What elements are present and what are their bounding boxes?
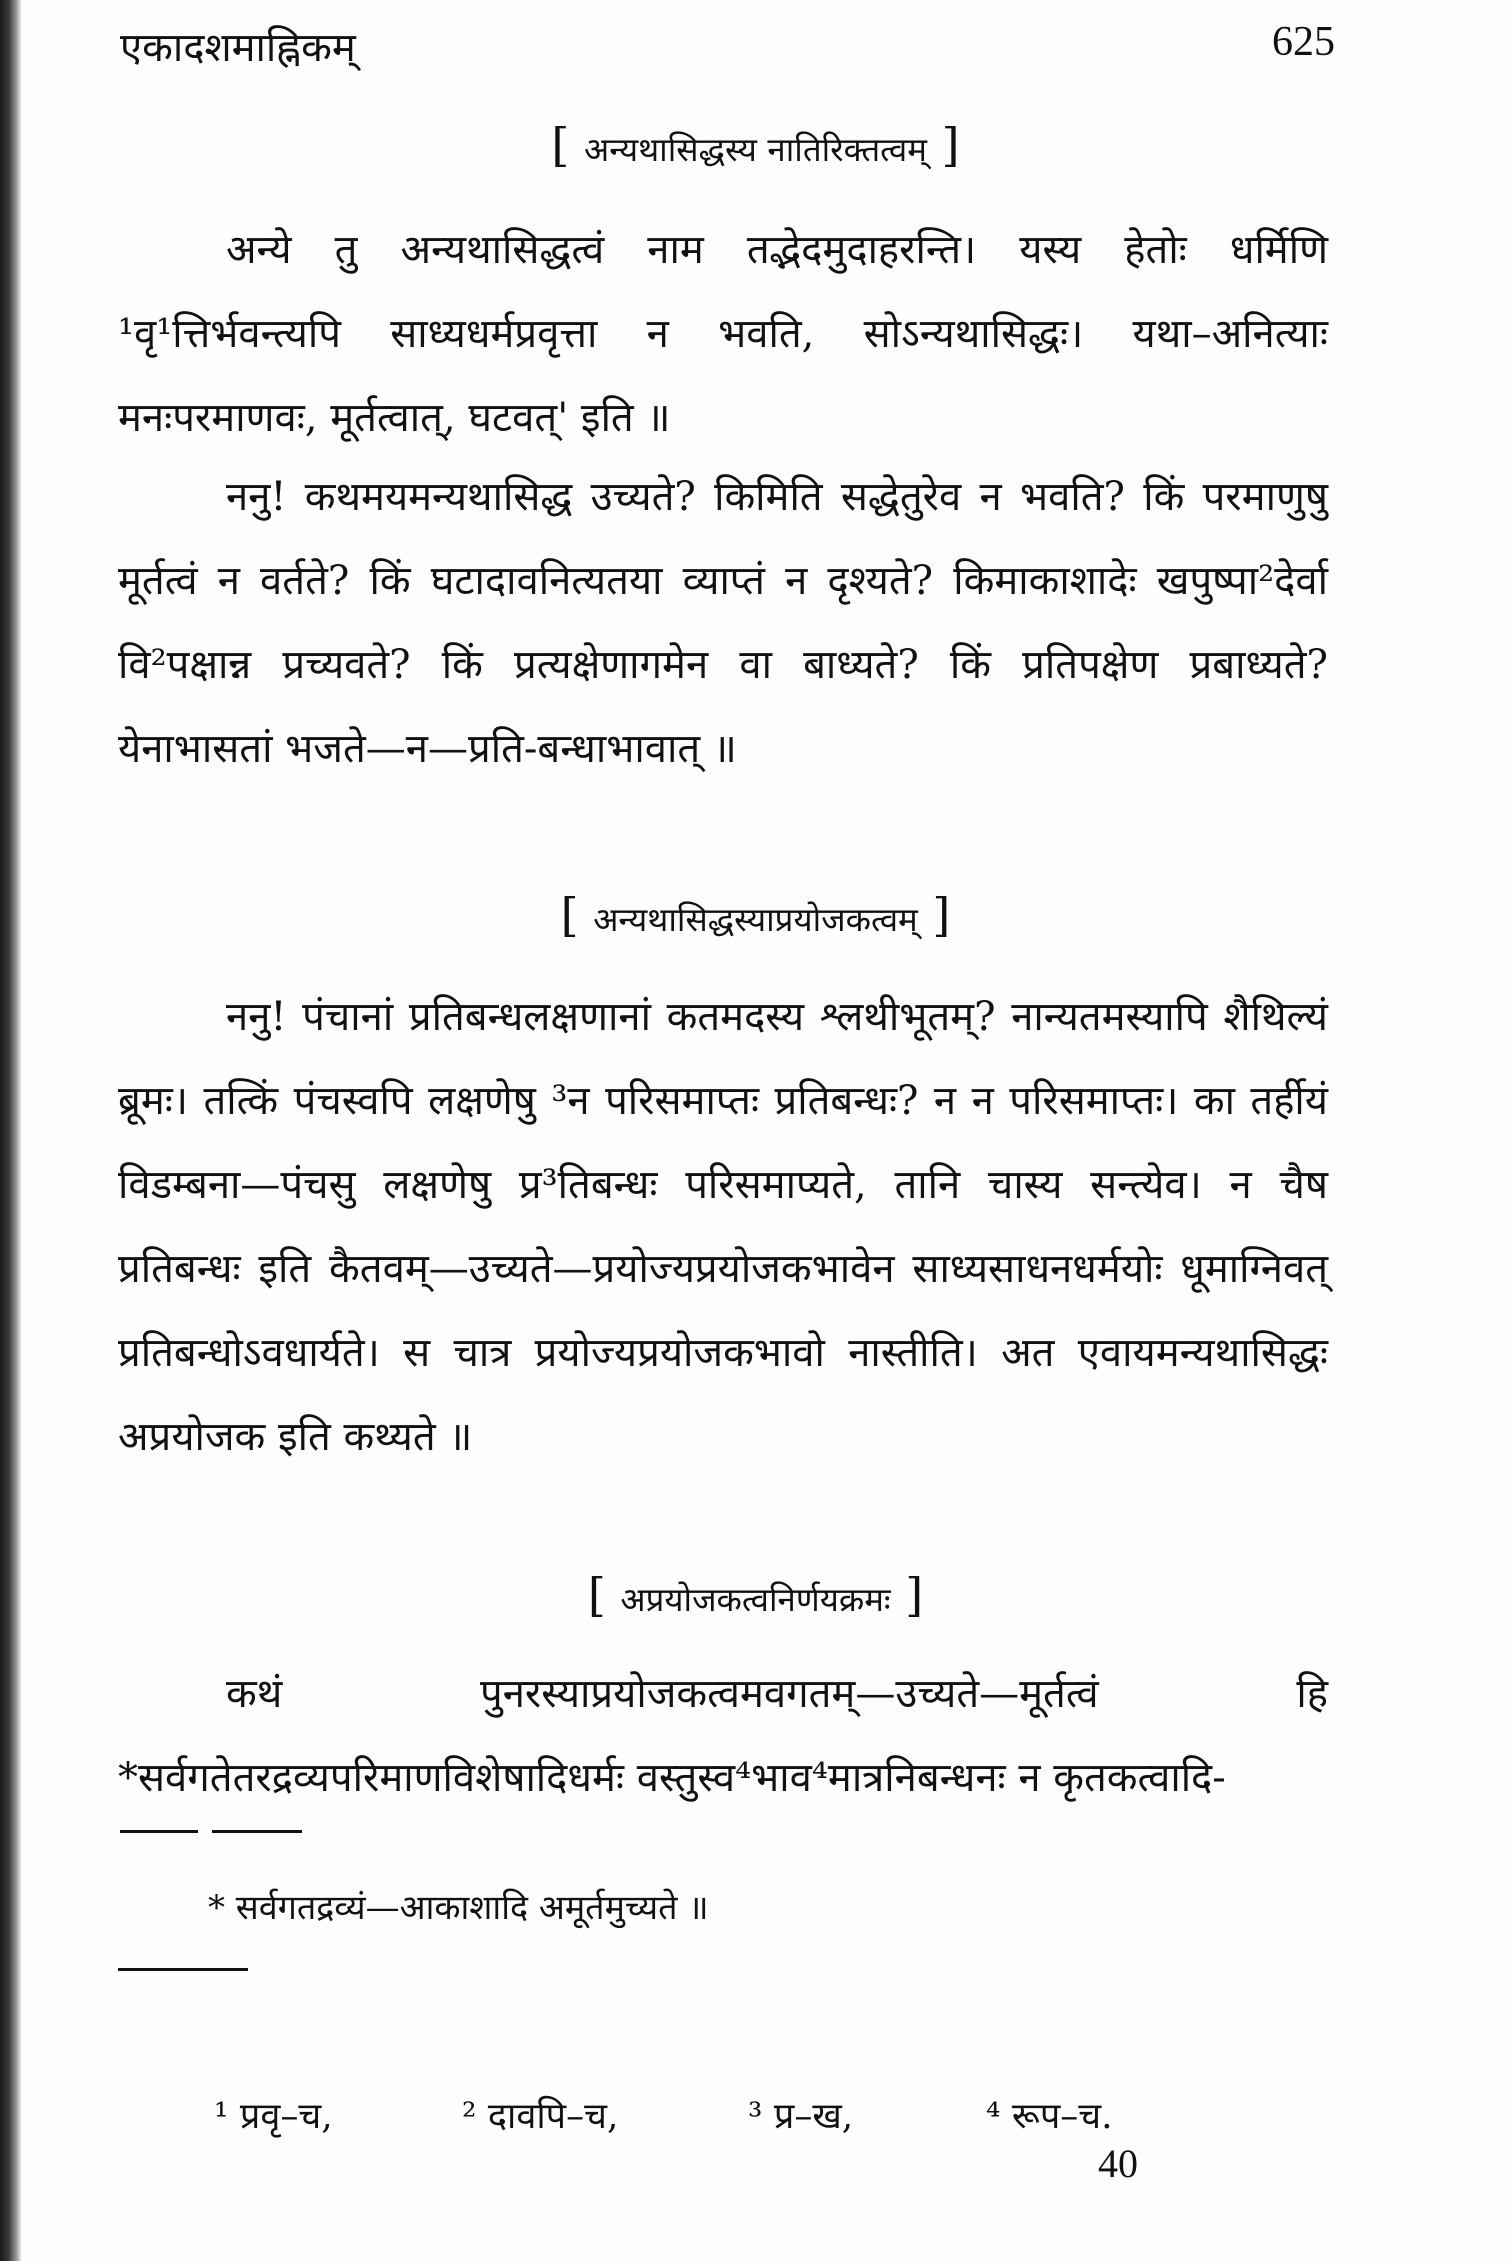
paragraph-2: ननु! कथमयमन्यथासिद्ध उच्यते? किमिति सद्धेतुरेव न भवति? किं परमाणुषु मूर्तत्वं न वर्तते? किं घटादावनित्यतया व्याप्तं न दृश्यते? किमाकाशादेः खपुष्पा²देर्वा वि²पक्षान्न प्रच्यवते? किं प्रत्यक्षेणागमेन वा बाध्यते? किं प्रतिपक्षेण प्रबाध्यते? येनाभासतां भजते—न—प्रति-बन्धाभावात् ॥ [118, 474, 1328, 772]
footnote-rule-segment-a [120, 1830, 198, 1833]
section-heading-1-text: अन्यथासिद्धस्य नातिरिक्तत्वम् [584, 130, 927, 169]
paragraph-4: कथं पुनरस्याप्रयोजकत्वमवगतम्—उच्यते—मूर्तत्वं हि *सर्वगतेतरद्रव्यपरिमाणविशेषादिधर्मः वस्तुस्व⁴भाव⁴मात्रनिबन्धनः न कृतकत्वादि- [118, 1671, 1328, 1801]
running-head: एकादशमाह्निकम् [120, 25, 356, 71]
signature-mark: 40 [1098, 2141, 1138, 2186]
paragraph-3: ननु! पंचानां प्रतिबन्धलक्षणानां कतमदस्य श्लथीभूतम्? नान्यतमस्यापि शैथिल्यं ब्रूमः। तत्किं पंचस्वपि लक्षणेषु ³न परिसमाप्तः प्रतिबन्धः? न न परिसमाप्तः। का तर्हीयं विडम्बना—पंचसु लक्षणेषु प्र³तिबन्धः परिसमाप्यते, तानि चास्य सन्त्येव। न चैष प्रतिबन्धः इति कैतवम्—उच्यते—प्रयोज्यप्रयोजकभावेन साध्यसाधनधर्मयोः धूमाग्निवत् प्रतिबन्धोऽवधार्यते। स चात्र प्रयोज्यप्रयोजकभावो नास्तीति। अत एवायमन्यथासिद्धः अप्रयोजक इति कथ्यते ॥ [118, 994, 1328, 1460]
footnote-rule-segment-b [212, 1830, 302, 1833]
variant-note-4: ⁴ रूप–च. [986, 2096, 1113, 2137]
variant-notes-rule [118, 1968, 248, 1971]
variant-notes [214, 2090, 1186, 2139]
binding-shadow [0, 0, 22, 2261]
section-heading-2: [ अन्यथासिद्धस्याप्रयोजकत्वम् ] [560, 888, 951, 942]
section-heading-3-text: अप्रयोजकत्वनिर्णयक्रमः [620, 1580, 891, 1619]
variant-note-1: ¹ प्रवृ–च, [214, 2096, 333, 2137]
section-heading-1: [ अन्यथासिद्धस्य नातिरिक्तत्वम् ] [551, 118, 960, 172]
footnote-asterisk: * सर्वगतद्रव्यं—आकाशादि अमूर्तमुच्यते ॥ [208, 1888, 709, 1928]
variant-note-2: ² दावपि–च, [462, 2096, 619, 2137]
section-heading-2-text: अन्यथासिद्धस्याप्रयोजकत्वम् [593, 900, 918, 939]
page-number: 625 [1272, 19, 1335, 65]
paragraph-1: अन्ये तु अन्यथासिद्धत्वं नाम तद्भेदमुदाहरन्ति। यस्य हेतोः धर्मिणि ¹वृ¹त्तिर्भवन्त्यपि साध्यधर्मप्रवृत्ता न भवति, सोऽन्यथासिद्धः। यथा–अनित्याः मनःपरमाणवः, मूर्तत्वात्, घटवत्' इति ॥ [118, 227, 1328, 441]
section-heading-3: [ अप्रयोजकत्वनिर्णयक्रमः ] [587, 1568, 924, 1622]
variant-note-3: ³ प्र–ख, [748, 2096, 854, 2137]
